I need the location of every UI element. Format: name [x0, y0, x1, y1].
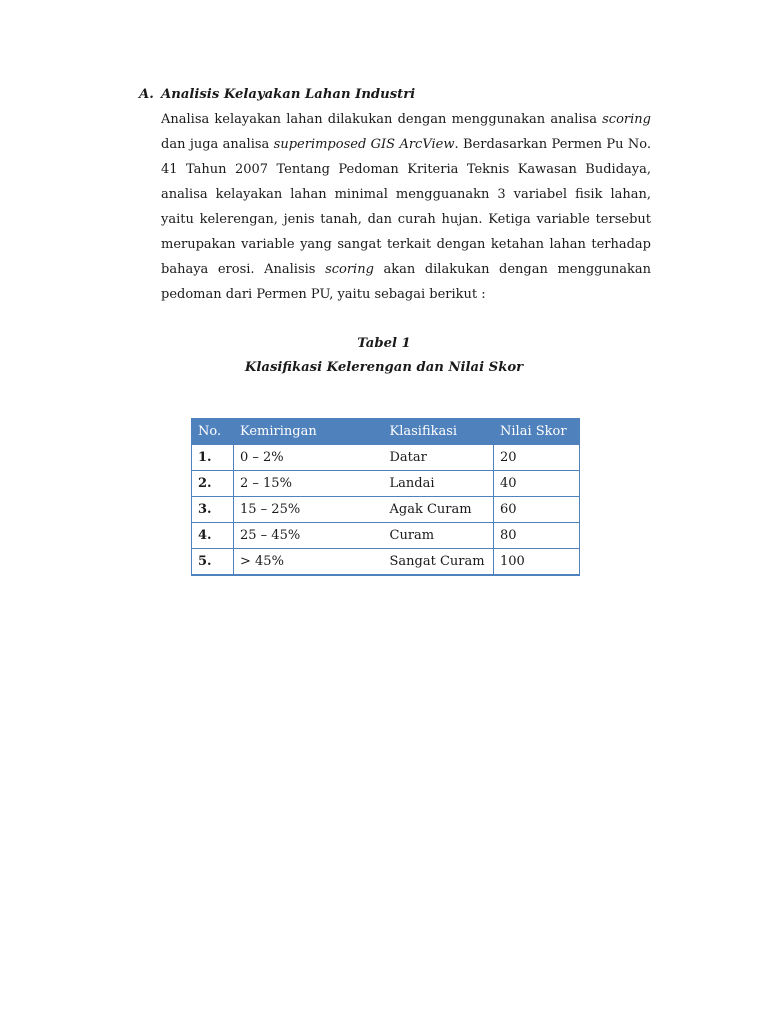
cell-nilai-skor: 40 — [494, 471, 580, 497]
table-title-caption: Klasifikasi Kelerengan dan Nilai Skor — [244, 360, 524, 375]
paragraph-text — [161, 107, 651, 307]
cell-klasifikasi: Sangat Curam — [384, 549, 494, 575]
body-paragraph — [161, 107, 651, 307]
table-header-row — [192, 419, 580, 445]
paragraph-text-run: dan juga analisa — [161, 137, 274, 152]
cell-kemiringan: 2 – 15% — [234, 471, 384, 497]
cell-no: 3. — [192, 497, 234, 523]
paragraph-italic-term: superimposed GIS ArcView — [273, 137, 455, 152]
cell-kemiringan: 25 – 45% — [234, 523, 384, 549]
cell-kemiringan: 15 – 25% — [234, 497, 384, 523]
cell-no: 2. — [192, 471, 234, 497]
table-row — [192, 497, 580, 523]
cell-no: 1. — [192, 445, 234, 471]
cell-klasifikasi: Agak Curam — [384, 497, 494, 523]
section-title: Analisis Kelayakan Lahan Industri — [161, 87, 416, 102]
paragraph-text-run: akan dilakukan dengan menggunakan pedoman dari Permen PU, yaitu sebagai berikut : — [161, 262, 651, 302]
paragraph-italic-term: scoring — [602, 112, 651, 127]
cell-nilai-skor: 60 — [494, 497, 580, 523]
cell-nilai-skor: 80 — [494, 523, 580, 549]
cell-kemiringan: 0 – 2% — [234, 445, 384, 471]
cell-no: 5. — [192, 549, 234, 575]
cell-nilai-skor: 100 — [494, 549, 580, 575]
cell-no: 4. — [192, 523, 234, 549]
table-row — [192, 471, 580, 497]
table-number-caption: Tabel 1 — [357, 336, 411, 351]
paragraph-text-run: . Berdasarkan Permen Pu No. 41 Tahun 2007 Tentang Pedoman Kriteria Teknis Kawasan Budidaya, analisa kelayakan lahan minimal mengguanakn 3 variabel fisik lahan, yaitu kelerengan, jenis tanah, dan curah hujan. Ketiga variable tersebut merupakan variable yang sangat terkait dengan ketahan lahan terhadap bahaya erosi. Analisis — [161, 137, 651, 277]
table-row — [192, 523, 580, 549]
table-row — [192, 549, 580, 575]
section-marker: A. — [139, 87, 154, 102]
header-nilai-skor: Nilai Skor — [494, 419, 580, 445]
cell-kemiringan: > 45% — [234, 549, 384, 575]
header-kemiringan: Kemiringan — [234, 419, 384, 445]
section-heading — [139, 86, 415, 104]
cell-nilai-skor: 20 — [494, 445, 580, 471]
cell-klasifikasi: Datar — [384, 445, 494, 471]
paragraph-text-run: Analisa kelayakan lahan dilakukan dengan menggunakan analisa — [161, 112, 603, 127]
header-klasifikasi: Klasifikasi — [384, 419, 494, 445]
paragraph-italic-term: scoring — [325, 262, 374, 277]
slope-score-table — [191, 418, 580, 576]
cell-klasifikasi: Landai — [384, 471, 494, 497]
cell-klasifikasi: Curam — [384, 523, 494, 549]
table-row — [192, 445, 580, 471]
header-no: No. — [192, 419, 234, 445]
